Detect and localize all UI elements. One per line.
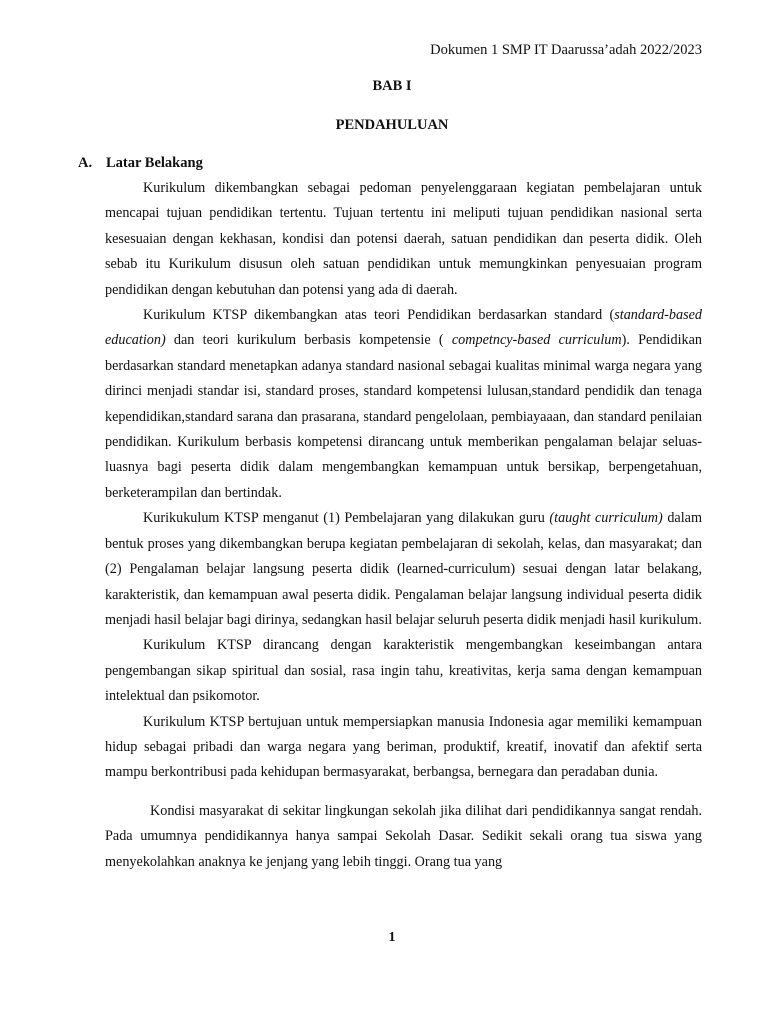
section-heading <box>78 155 203 172</box>
document-header: Dokumen 1 SMP IT Daarussa’adah 2022/2023 <box>430 42 702 58</box>
paragraph-1: Kurikulum dikembangkan sebagai pedoman penyelenggaraan kegiatan pembelajaran untuk mencapai tujuan pendidikan tertentu. Tujuan tertentu ini meliputi tujuan pendidikan nasional serta kesesuaian dengan kekhasan, kondisi dan potensi daerah, satuan pendidikan dan peserta didik. Oleh sebab itu Kurikulum disusun oleh satuan pendidikan untuk memungkinkan penyesuaian program pendidikan dengan kebutuhan dan potensi yang ada di daerah. <box>105 180 702 298</box>
paragraph-5: Kurikulum KTSP bertujuan untuk mempersiapkan manusia Indonesia agar memiliki kemampuan hidup sebagai pribadi dan warga negara yang beriman, produktif, kreatif, inovatif dan afektif serta mampu berkontribusi pada kehidupan bermasyarakat, berbangsa, bernegara dan peradaban dunia. <box>105 713 702 781</box>
paragraph-2 <box>105 303 702 506</box>
section-letter: A. <box>78 155 93 171</box>
paragraph-4: Kurikulum KTSP dirancang dengan karakteristik mengembangkan keseimbangan antara pengembangan sikap spiritual dan sosial, rasa ingin tahu, kreativitas, kerja sama dengan kemampuan intelektual dan psikomotor. <box>105 637 702 705</box>
paragraph-3-text-c: dalam bentuk proses yang dikembangkan berupa kegiatan pembelajaran di sekolah, kelas, dan masyarakat; dan (2) Pengalaman belajar langsung peserta didik (learned-curriculum) sesuai dengan latar belakang, karakteristik, dan kemampuan awal peserta didik. Pengalaman belajar langsung individual peserta didik menjadi hasil belajar bagi dirinya, sedangkan hasil belajar seluruh peserta didik menjadi hasil kurikulum. <box>105 510 702 628</box>
body-text <box>105 176 702 875</box>
chapter-number: BAB I <box>372 78 412 94</box>
paragraph-2-text-e: ). Pendidikan berdasarkan standard menetapkan adanya standard nasional sebagai kualitas minimal warga negara yang dirinci menjadi standar isi, standard proses, standard kompetensi lulusan,standard pendidik dan tenaga kependidikan,standard sarana dan prasarana, standard pengelolaan, pembiayaaan, dan standard penilaian pendidikan. Kurikulum berbasis kompetensi dirancang untuk memberikan pengalaman belajar seluas-luasnya bagi peserta didik dalam mengembangkan kemampuan untuk bersikap, berpengetahuan, berketerampilan dan bertindak. <box>105 332 703 501</box>
paragraph-3-italic-taught-curriculum: (taught curriculum) <box>549 510 663 527</box>
paragraph-3 <box>105 506 702 633</box>
paragraph-2-italic-standard-based: standard-based education) <box>105 307 702 349</box>
chapter-title: PENDAHULUAN <box>335 117 449 133</box>
paragraph-2-text-c: dan teori kurikulum berbasis kompetensie ( <box>165 332 452 349</box>
page-number: 1 <box>388 930 396 945</box>
paragraph-3-text-a: Kurikukulum KTSP menganut (1) Pembelajaran yang dilakukan guru <box>143 510 550 527</box>
section-title: Latar Belakang <box>106 155 203 171</box>
paragraph-6: Kondisi masyarakat di sekitar lingkungan sekolah jika dilihat dari pendidikannya sangat rendah. Pada umumnya pendidikannya hanya sampai Sekolah Dasar. Sedikit sekali orang tua siswa yang menyekolahkan anaknya ke jenjang yang lebih tinggi. Orang tua yang <box>105 802 702 870</box>
paragraph-2-italic-competency-based: competncy-based curriculum <box>451 332 622 349</box>
paragraph-2-text-a: Kurikulum KTSP dikembangkan atas teori Pendidikan berdasarkan standard ( <box>143 307 615 324</box>
